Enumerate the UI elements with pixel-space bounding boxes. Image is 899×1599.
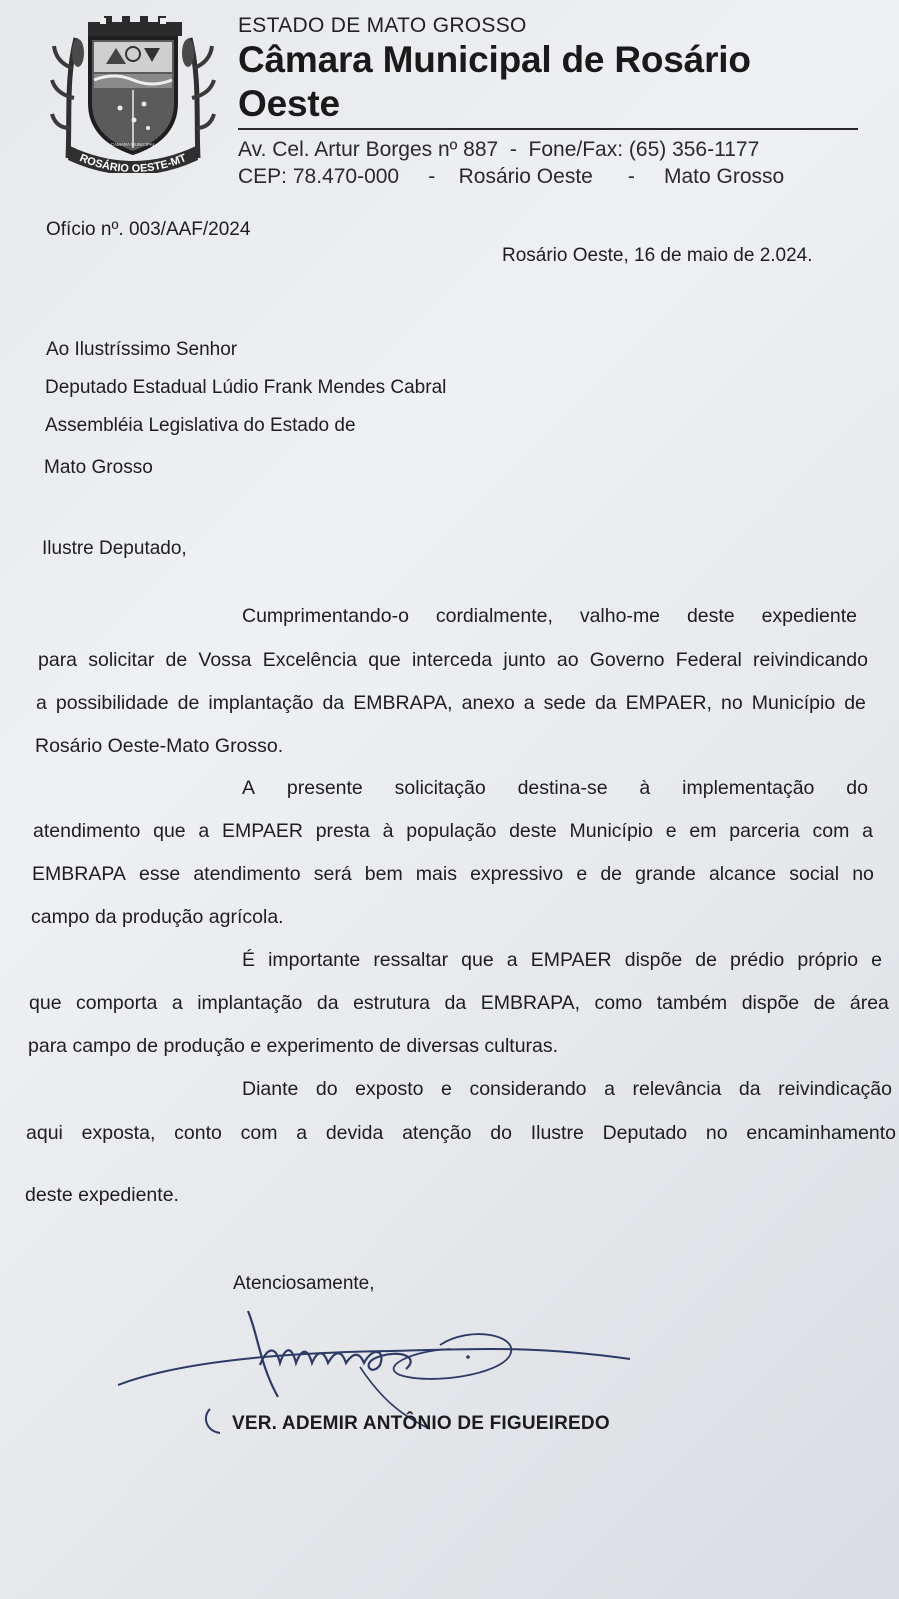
body-word: social	[789, 863, 840, 885]
body-word: dispõe	[741, 992, 800, 1014]
body-line	[33, 818, 873, 844]
body-word: para	[38, 649, 78, 671]
body-word: a	[198, 820, 210, 842]
body-word: Município	[751, 692, 836, 714]
body-word: da	[444, 992, 467, 1014]
body-word: Diante	[242, 1078, 299, 1100]
letterhead-chamber-name: Câmara Municipal de Rosário Oeste	[238, 39, 751, 124]
body-word: EMPAER,	[625, 692, 712, 714]
body-word: aqui	[26, 1122, 63, 1144]
body-word: destina-se	[517, 777, 608, 799]
body-word: com	[240, 1122, 278, 1144]
letterhead-divider	[238, 128, 858, 130]
body-word: importante	[268, 949, 361, 971]
body-word: cordialmente,	[435, 605, 553, 627]
body-word: atendimento	[33, 820, 141, 842]
body-word: presente	[286, 777, 363, 799]
body-word: atenção	[402, 1122, 472, 1144]
body-line: campo da produção agrícola.	[31, 906, 284, 928]
body-word: deste	[509, 820, 557, 842]
body-word: prédio	[730, 949, 785, 971]
body-word: reivindicando	[753, 649, 868, 671]
salutation: Ilustre Deputado,	[42, 538, 187, 559]
body-line	[242, 775, 868, 801]
body-word: que	[368, 649, 401, 671]
body-word: grande	[635, 863, 696, 885]
body-word: solicitação	[394, 777, 486, 799]
body-word: será	[313, 863, 352, 885]
body-word: implementação	[682, 777, 815, 799]
body-word: a	[36, 692, 47, 714]
body-word: da	[322, 692, 345, 714]
body-word: Cumprimentando-o	[242, 605, 409, 627]
body-word: a	[523, 692, 535, 714]
body-line	[242, 947, 882, 973]
body-word: e	[576, 863, 588, 885]
body-word: exposta,	[81, 1122, 156, 1144]
body-word: possibilidade	[55, 692, 169, 714]
body-word: esse	[139, 863, 181, 885]
addressee-line: Ao Ilustríssimo Senhor	[46, 339, 238, 360]
body-word: considerando	[469, 1078, 587, 1100]
body-line	[36, 690, 866, 716]
body-word: EMPAER	[530, 949, 612, 971]
body-word: Ilustre	[530, 1122, 584, 1144]
body-word: solicitar	[88, 649, 155, 671]
body-word: conto	[174, 1122, 222, 1144]
body-word: alcance	[708, 863, 777, 885]
body-word: comporta	[76, 992, 158, 1014]
body-word: de	[177, 692, 200, 714]
body-word: implantação	[197, 992, 303, 1014]
body-word: área	[849, 992, 889, 1014]
body-word: da	[316, 992, 339, 1014]
body-line	[32, 861, 874, 887]
body-word: como	[594, 992, 643, 1014]
body-word: encaminhamento	[746, 1122, 896, 1144]
body-word: exposto	[355, 1078, 424, 1100]
body-word: do	[490, 1122, 512, 1144]
body-word: Município	[569, 820, 653, 842]
body-word: a	[862, 820, 873, 842]
body-word: que	[153, 820, 186, 842]
body-word: a	[604, 1078, 615, 1100]
body-word: Deputado	[602, 1122, 688, 1144]
body-word: Vossa	[198, 649, 252, 671]
body-word: que	[29, 992, 62, 1014]
body-word: do	[846, 777, 868, 799]
seal-small-text: CAMARA MUNICIPAL	[110, 142, 156, 147]
body-word: próprio	[797, 949, 859, 971]
body-line	[29, 990, 889, 1016]
body-word: que	[461, 949, 494, 971]
body-word: anexo	[461, 692, 515, 714]
body-line	[242, 603, 857, 629]
body-word: atendimento	[193, 863, 301, 885]
body-line	[242, 1076, 892, 1102]
body-word: a	[171, 992, 183, 1014]
body-word: EMBRAPA,	[480, 992, 581, 1014]
body-word: e	[871, 949, 882, 971]
addressee-line: Deputado Estadual Lúdio Frank Mendes Cabral	[45, 377, 447, 398]
body-word: EMPAER	[222, 820, 303, 842]
body-word: de	[844, 692, 866, 714]
body-word: no	[852, 863, 874, 885]
body-word: com	[812, 820, 850, 842]
body-word: no	[705, 1122, 728, 1144]
body-word: expressivo	[470, 863, 564, 885]
signer-name: VER. ADEMIR ANTÔNIO DE FIGUEIREDO	[232, 1413, 610, 1434]
body-word: a	[296, 1122, 308, 1144]
letterhead	[238, 14, 858, 190]
body-word: devida	[325, 1122, 384, 1144]
body-word: ao	[556, 649, 579, 671]
body-word: e	[441, 1078, 452, 1100]
body-word: à	[639, 777, 651, 799]
body-word: do	[315, 1078, 338, 1100]
body-word: relevância	[632, 1078, 722, 1100]
body-word: interceda	[411, 649, 493, 671]
body-word: dispõe	[624, 949, 683, 971]
letterhead-postal: CEP: 78.470-000 - Rosário Oeste - Mato Grosso	[238, 165, 785, 188]
body-word: junto	[503, 649, 546, 671]
body-word: bem	[364, 863, 403, 885]
body-word: em	[689, 820, 717, 842]
body-word: e	[665, 820, 677, 842]
body-word: também	[656, 992, 728, 1014]
body-word: ressaltar	[373, 949, 449, 971]
body-word: A	[242, 777, 256, 799]
body-word: valho-me	[579, 605, 661, 627]
body-word: de	[695, 949, 717, 971]
body-word: deste	[686, 605, 735, 627]
body-word: população	[406, 820, 497, 842]
body-word: da	[738, 1078, 761, 1100]
body-word: expediente	[761, 605, 857, 627]
body-word: parceria	[729, 820, 800, 842]
body-word: mais	[415, 863, 457, 885]
body-word: a	[506, 949, 518, 971]
addressee-line: Mato Grosso	[44, 457, 153, 478]
letterhead-state: ESTADO DE MATO GROSSO	[238, 14, 527, 37]
body-line: Rosário Oeste-Mato Grosso.	[35, 735, 284, 757]
body-word: EMBRAPA	[32, 863, 126, 885]
municipal-crest-icon	[48, 8, 218, 173]
body-word: estrutura	[353, 992, 431, 1014]
body-word: de	[600, 863, 623, 885]
body-word: da	[594, 692, 617, 714]
body-word: implantação	[208, 692, 314, 714]
body-line	[38, 647, 868, 673]
body-word: sede	[543, 692, 586, 714]
body-word: à	[382, 820, 394, 842]
office-number: Ofício nº. 003/AAF/2024	[46, 219, 251, 240]
body-word: É	[242, 949, 256, 971]
body-word: no	[721, 692, 743, 714]
addressee-line: Assembléia Legislativa do Estado de	[45, 415, 356, 436]
body-word: EMBRAPA,	[353, 692, 453, 714]
body-word: de	[165, 649, 188, 671]
body-word: Federal	[675, 649, 742, 671]
body-word: Excelência	[262, 649, 358, 671]
body-line: deste expediente.	[25, 1184, 179, 1206]
body-line: para campo de produção e experimento de diversas culturas.	[28, 1035, 559, 1057]
body-word: reivindicação	[778, 1078, 892, 1100]
body-line	[26, 1120, 896, 1146]
body-word: presta	[315, 820, 370, 842]
seal-ribbon-text: ROSÁRIO OESTE-MT	[77, 152, 189, 173]
body-word: Governo	[589, 649, 665, 671]
body-word: de	[813, 992, 836, 1014]
letterhead-address: Av. Cel. Artur Borges nº 887 - Fone/Fax: (65) 356-1177	[238, 138, 760, 161]
closing: Atenciosamente,	[233, 1273, 375, 1294]
date-line: Rosário Oeste, 16 de maio de 2.024.	[502, 245, 813, 266]
